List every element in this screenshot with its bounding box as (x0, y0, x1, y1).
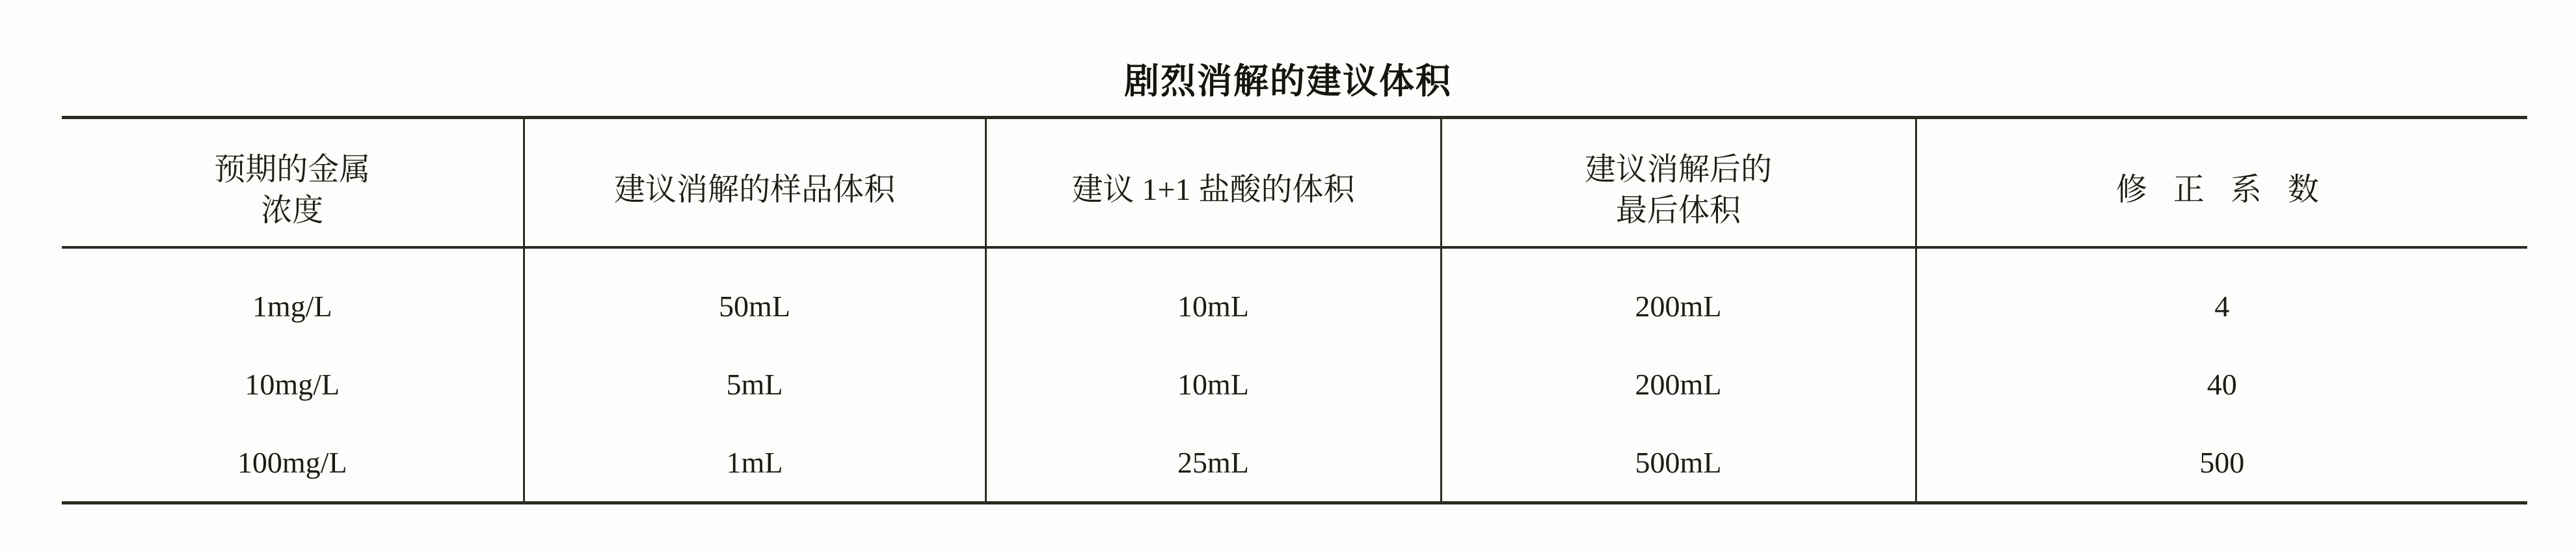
column-header-line: 建议消解的样品体积 (613, 172, 895, 208)
cell-final-volume: 200mL (1441, 267, 1916, 345)
column-header-line: 修 正 系 数 (2115, 172, 2328, 208)
column-header-correction-factor (1916, 116, 2527, 267)
table-header (62, 116, 2527, 267)
table-row (62, 345, 2527, 423)
cell-final-volume: 200mL (1441, 345, 1916, 423)
page-title: 剧烈消解的建议体积 (1124, 62, 1452, 101)
column-header-expected-metal-concentration (62, 116, 524, 267)
cell-hcl-volume: 10mL (986, 345, 1441, 423)
column-header-line: 预期的金属 (214, 152, 371, 187)
column-header-hcl-volume (986, 116, 1441, 267)
cell-correction-factor: 500 (1916, 423, 2527, 501)
cell-concentration: 100mg/L (62, 423, 524, 501)
cell-sample-volume: 1mL (524, 423, 986, 501)
table-body (62, 267, 2527, 501)
column-header-line: 浓度 (261, 193, 324, 228)
cell-concentration: 10mg/L (62, 345, 524, 423)
column-header-final-volume (1441, 116, 1916, 267)
data-table-wrapper (62, 116, 2527, 501)
column-header-sample-volume (524, 116, 986, 267)
table-header-row (62, 116, 2527, 267)
cell-hcl-volume: 10mL (986, 267, 1441, 345)
table-row (62, 423, 2527, 501)
data-table (62, 116, 2527, 501)
cell-sample-volume: 50mL (524, 267, 986, 345)
column-header-line: 最后体积 (1615, 193, 1741, 228)
column-header-line: 建议消解后的 (1584, 152, 1772, 187)
cell-final-volume: 500mL (1441, 423, 1916, 501)
cell-concentration: 1mg/L (62, 267, 524, 345)
cell-correction-factor: 40 (1916, 345, 2527, 423)
table-bottom-rule (62, 501, 2527, 504)
cell-hcl-volume: 25mL (986, 423, 1441, 501)
cell-correction-factor: 4 (1916, 267, 2527, 345)
cell-sample-volume: 5mL (524, 345, 986, 423)
table-row (62, 267, 2527, 345)
column-header-line: 建议 1+1 盐酸的体积 (1071, 172, 1355, 208)
